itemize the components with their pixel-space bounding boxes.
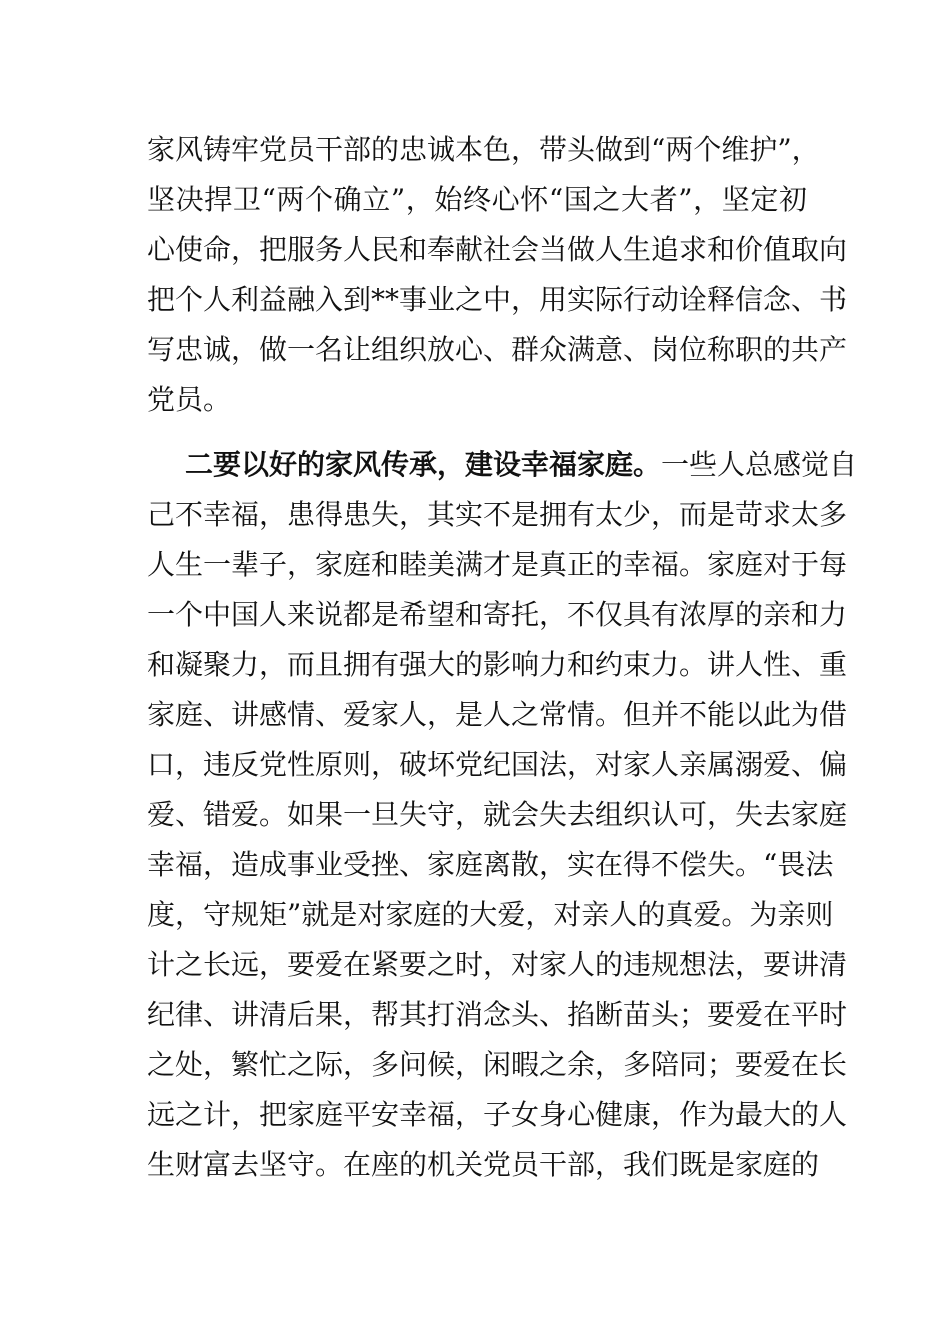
paragraph-2-line: 度，守规矩”就是对家庭的大爱，对亲人的真爱。为亲则 [147,898,834,931]
paragraph-1-line: 家风铸牢党员干部的忠诚本色，带头做到“两个维护”， [147,133,820,166]
paragraph-1-line: 心使命，把服务人民和奉献社会当做人生追求和价值取向 [147,233,848,266]
paragraph-2-line: 生财富去坚守。在座的机关党员干部，我们既是家庭的 [147,1148,820,1181]
paragraph-2-line: 和凝聚力，而且拥有强大的影响力和约束力。讲人性、重 [147,648,848,681]
paragraph-2-first-line [185,445,858,485]
paragraph-2-line: 家庭、讲感情、爱家人，是人之常情。但并不能以此为借 [147,698,848,731]
paragraph-2-line: 口，违反党性原则，破坏党纪国法，对家人亲属溺爱、偏 [147,748,848,781]
paragraph-2-line: 远之计，把家庭平安幸福，子女身心健康，作为最大的人 [147,1098,848,1131]
paragraph-1-line: 把个人利益融入到**事业之中，用实际行动诠释信念、书 [147,283,848,316]
paragraph-2-line: 计之长远，要爱在紧要之时，对家人的违规想法，要讲清 [147,948,848,981]
paragraph-1-line: 党员。 [147,383,232,416]
paragraph-2-line: 一个中国人来说都是希望和寄托，不仅具有浓厚的亲和力 [147,598,848,631]
paragraph-2-line: 人生一辈子，家庭和睦美满才是真正的幸福。家庭对于每 [147,548,848,581]
section-heading: 二要以好的家风传承，建设幸福家庭。 [185,448,662,481]
paragraph-2-line: 己不幸福，患得患失，其实不是拥有太少，而是苛求太多 [147,498,848,531]
paragraph-2-first-line-text: 一些人总感觉自 [661,448,858,481]
paragraph-1-line: 写忠诚，做一名让组织放心、群众满意、岗位称职的共产 [147,333,848,366]
paragraph-2-line: 之处，繁忙之际，多问候，闲暇之余，多陪同；要爱在长 [147,1048,848,1081]
paragraph-2-line: 纪律、讲清后果，帮其打消念头、掐断苗头；要爱在平时 [147,998,848,1031]
paragraph-1-line: 坚决捍卫“两个确立”，始终心怀“国之大者”，坚定初 [147,183,807,216]
paragraph-2-line: 幸福，造成事业受挫、家庭离散，实在得不偿失。“畏法 [147,848,834,881]
paragraph-2-line: 爱、错爱。如果一旦失守，就会失去组织认可，失去家庭 [147,798,848,831]
